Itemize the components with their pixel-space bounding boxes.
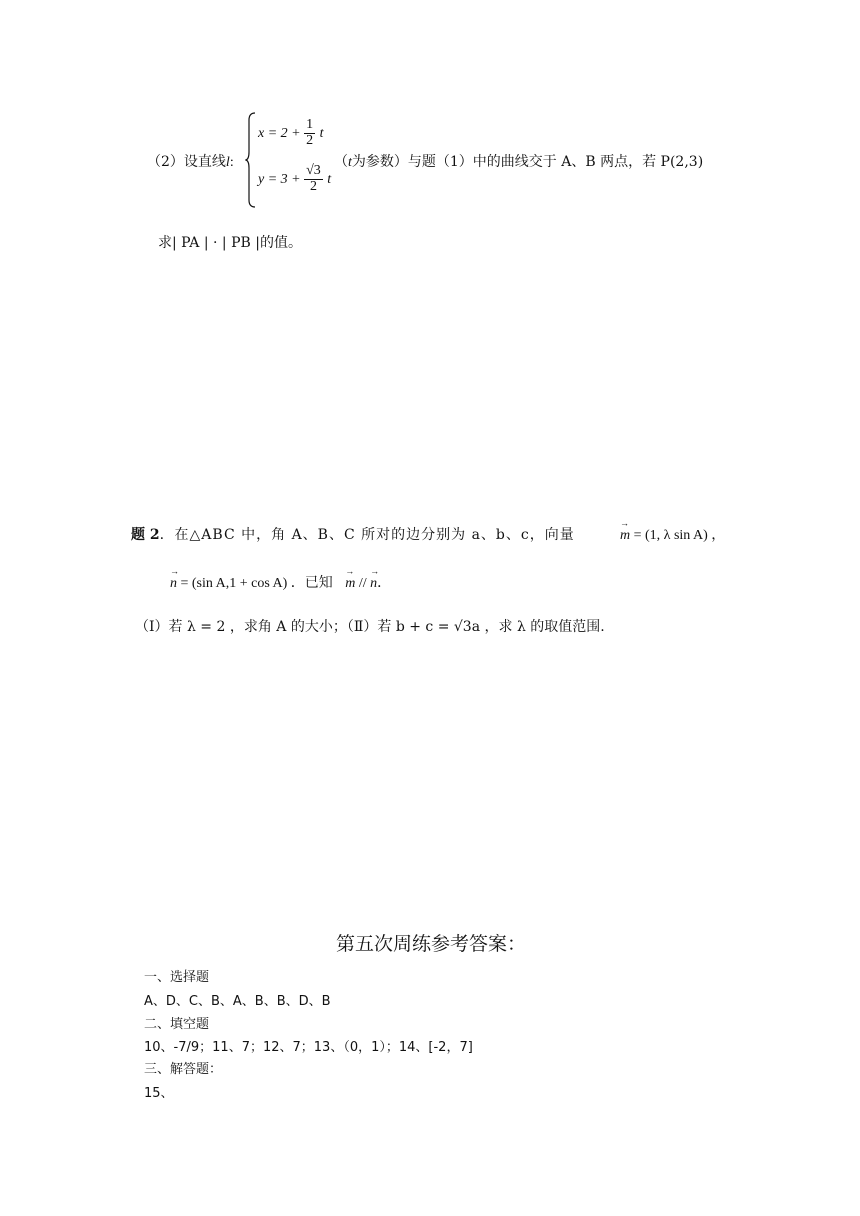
equation-x-lhs: x = 2 + xyxy=(258,126,305,142)
param-var: t xyxy=(348,155,352,170)
equation-x-var: t xyxy=(319,126,324,142)
section1-answers: A、D、C、B、A、B、B、D、B xyxy=(144,994,331,1009)
parallel-symbol: // xyxy=(355,576,371,591)
param-note-rest: 为参数）与题（1）中的曲线交于 A、B 两点，若 P(2,3) xyxy=(351,154,704,170)
equation-x-numerator: 1 xyxy=(306,117,314,132)
equation-x xyxy=(258,118,323,148)
vector-m-symbol: → m xyxy=(620,528,630,544)
section1-title: 一、选择题 xyxy=(144,970,210,985)
q2-stem-text: 在△ABC 中，角 A、B、C 所对的边分别为 a、b、c，向量 xyxy=(174,527,575,543)
param-note-open: （ xyxy=(334,154,348,170)
q1-part2-prefix-text: （2）设直线 xyxy=(147,154,226,170)
q2-stem-line2 xyxy=(170,572,391,592)
q2-label: 题 2 xyxy=(131,527,160,543)
known-end: ． xyxy=(377,575,392,591)
system-brace xyxy=(245,112,257,208)
q2-vector-m-definition xyxy=(620,524,725,544)
equation-y-lhs: y = 3 + xyxy=(258,172,305,188)
known-n-symbol: → n xyxy=(370,576,377,592)
known-m-symbol: → m xyxy=(345,576,355,592)
equation-y-var: t xyxy=(327,172,332,188)
section2-title: 二、填空题 xyxy=(144,1017,210,1032)
equation-y xyxy=(258,164,331,194)
q2-label-dot: . xyxy=(159,527,165,543)
section2-answers: 10、-7/9；11、7；12、7；13、（0，1）；14、[-2，7] xyxy=(144,1040,473,1055)
equation-x-denominator: 2 xyxy=(306,132,314,148)
vector-m-value: = (1, λ sin A) ， xyxy=(630,528,726,543)
equation-x-fraction xyxy=(304,118,315,148)
line-colon: : xyxy=(229,155,234,170)
q1-part2-param-note xyxy=(334,151,703,171)
section3-first-item: 15、 xyxy=(144,1086,174,1101)
answers-title: 第五次周练参考答案： xyxy=(336,933,527,955)
vector-n-value: = (sin A,1 + cos A) ．已知 xyxy=(177,576,333,591)
vector-n-symbol: → n xyxy=(170,576,177,592)
q1-part2-prefix xyxy=(147,151,234,171)
section3-title: 三、解答题： xyxy=(144,1062,223,1077)
equation-y-fraction xyxy=(304,164,323,194)
q1-part2-ask: 求| PA | · | PB |的值。 xyxy=(158,235,302,251)
line-name: l xyxy=(225,155,230,170)
q2-parts: （Ⅰ）若 λ = 2 ，求角 A 的大小；（Ⅱ）若 b + c = √3a ，求 λ 的取值范围. xyxy=(135,619,605,635)
q2-stem-line1 xyxy=(131,524,575,544)
equation-y-numerator: √3 xyxy=(306,163,321,178)
equation-y-denominator: 2 xyxy=(309,178,317,194)
